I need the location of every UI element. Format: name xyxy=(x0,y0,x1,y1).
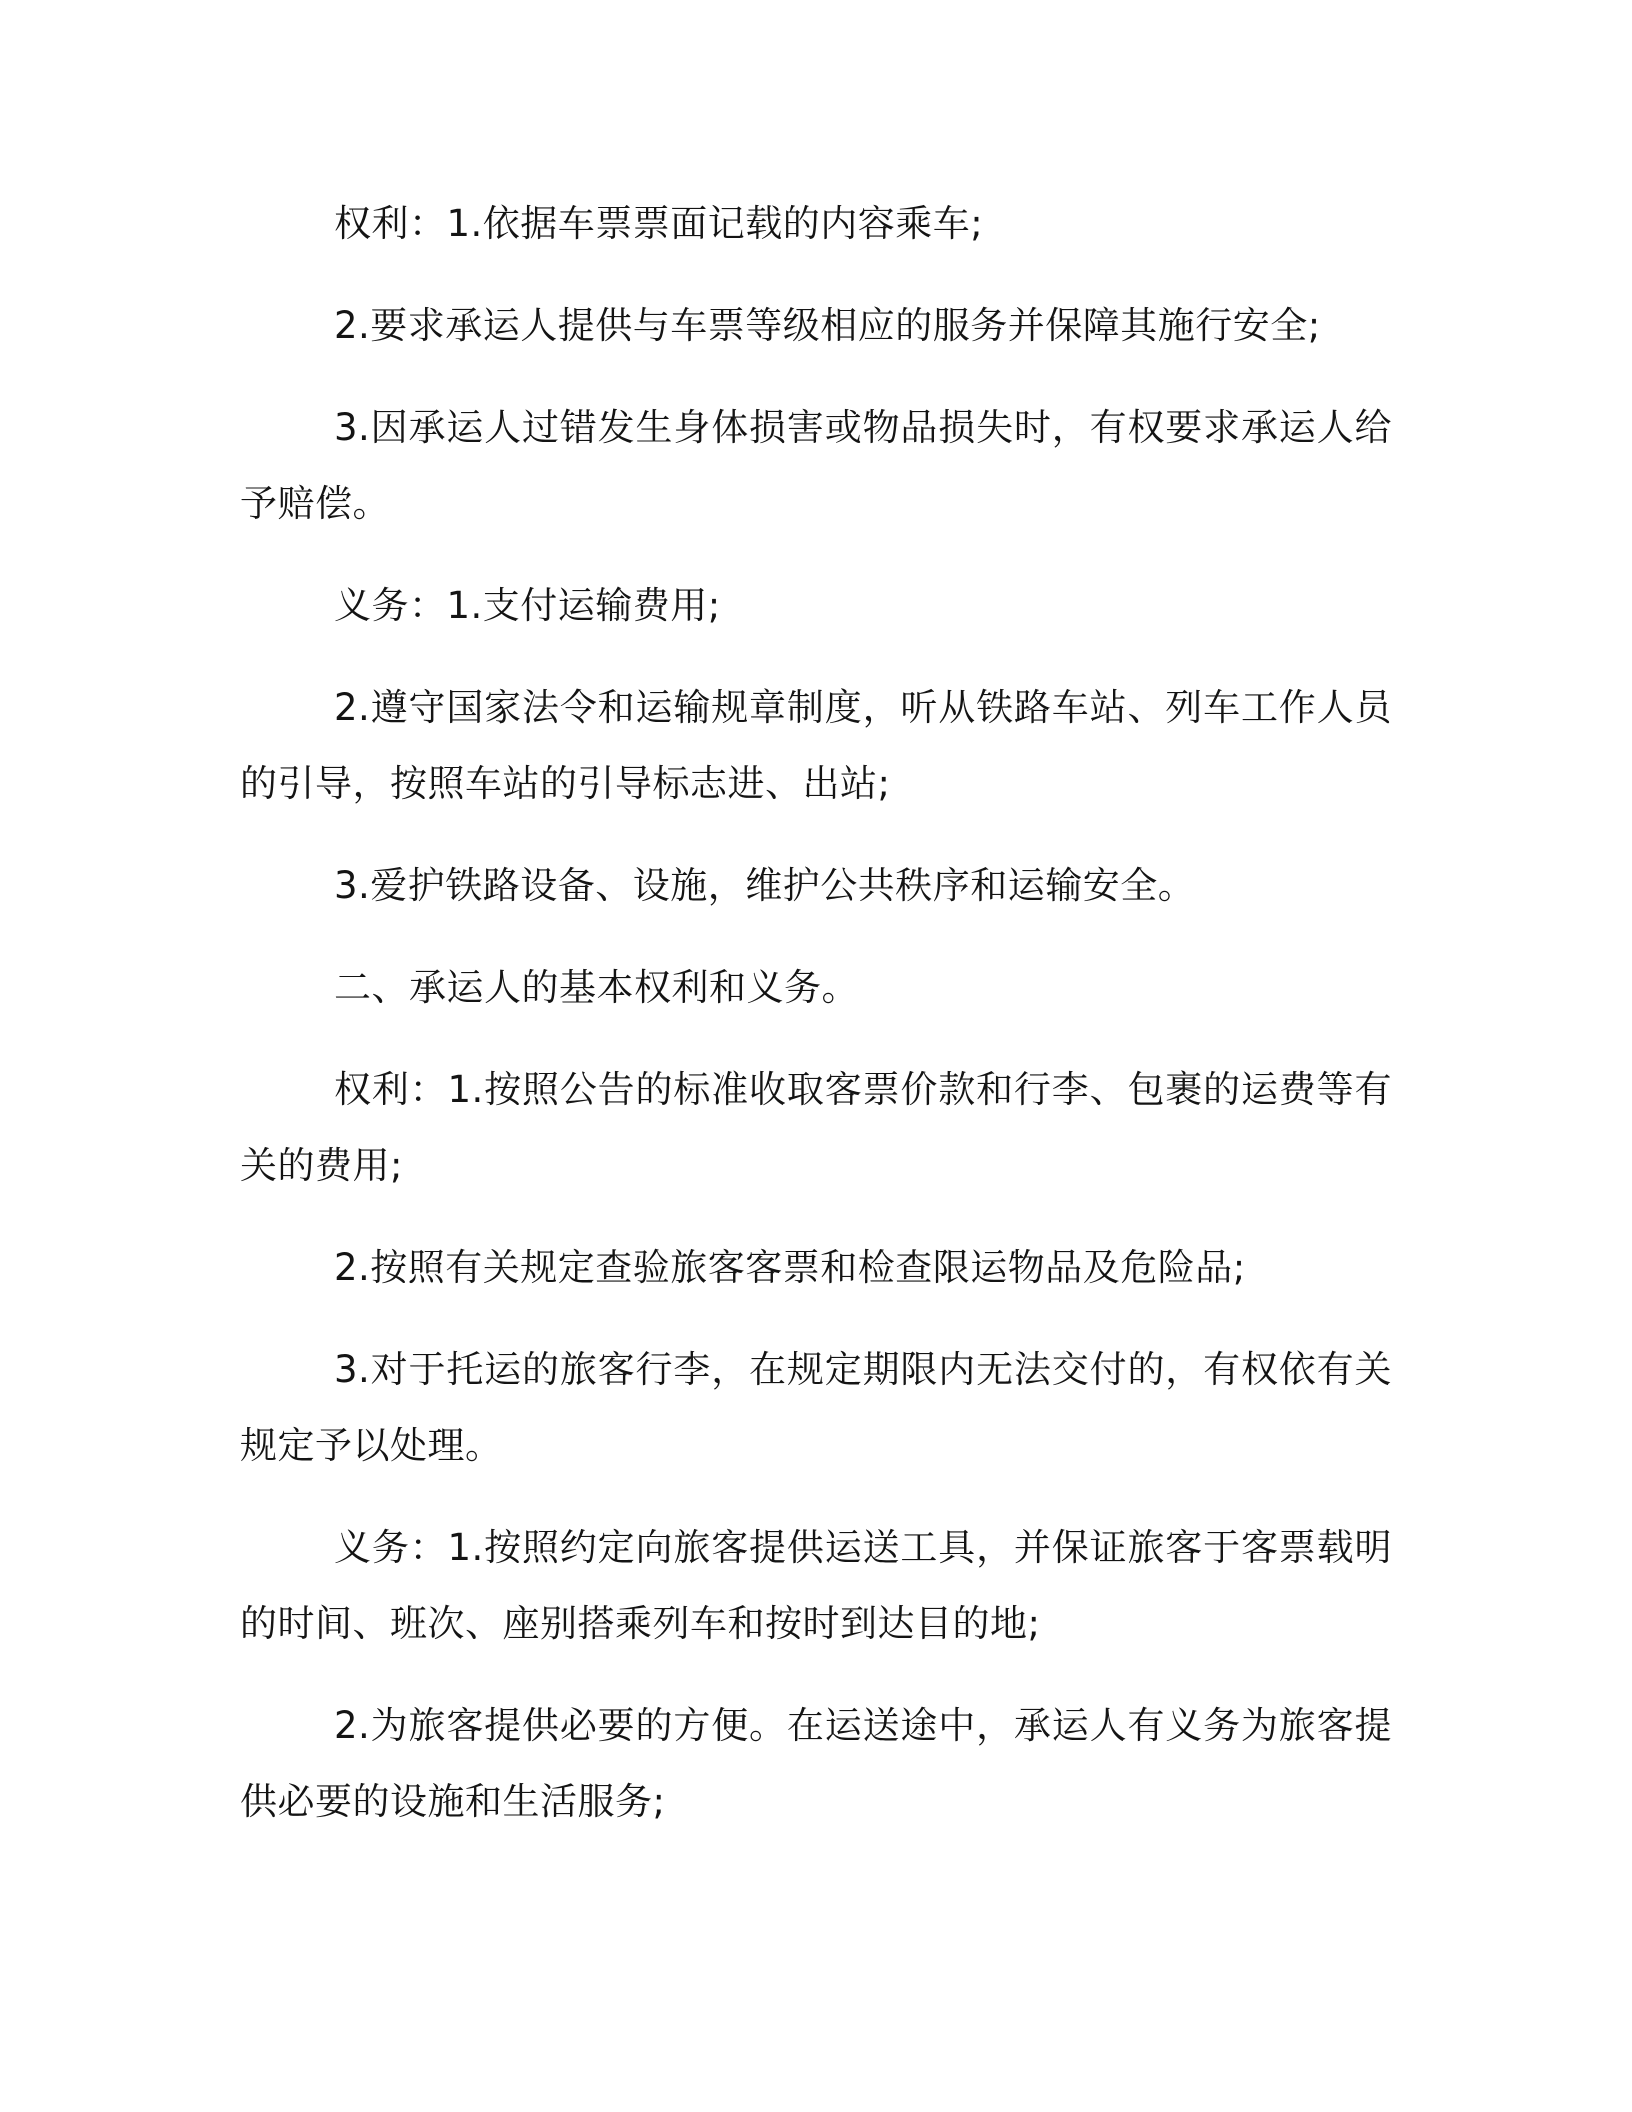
paragraph-passenger-duty-1: 义务：1.支付运输费用; xyxy=(334,584,721,627)
paragraph-passenger-duty-2: 2.遵守国家法令和运输规章制度，听从铁路车站、列车工作人员的引导，按照车站的引导标志进、出站; xyxy=(240,686,1392,805)
paragraph-passenger-right-1: 权利：1.依据车票票面记载的内容乘车; xyxy=(334,202,984,245)
section-heading-carrier: 二、承运人的基本权利和义务。 xyxy=(334,966,859,1009)
paragraph-passenger-duty-3: 3.爱护铁路设备、设施，维护公共秩序和运输安全。 xyxy=(334,864,1196,907)
document-body xyxy=(240,186,1392,1866)
paragraph-passenger-right-3: 3.因承运人过错发生身体损害或物品损失时，有权要求承运人给予赔偿。 xyxy=(240,406,1392,525)
paragraph-carrier-right-2: 2.按照有关规定查验旅客客票和检查限运物品及危险品; xyxy=(334,1246,1246,1289)
paragraph-carrier-right-3: 3.对于托运的旅客行李，在规定期限内无法交付的，有权依有关规定予以处理。 xyxy=(240,1348,1392,1467)
paragraph-carrier-duty-1: 义务：1.按照约定向旅客提供运送工具，并保证旅客于客票载明的时间、班次、座别搭乘列车和按时到达目的地; xyxy=(240,1526,1392,1645)
paragraph-carrier-right-1: 权利：1.按照公告的标准收取客票价款和行李、包裹的运费等有关的费用; xyxy=(240,1068,1392,1187)
paragraph-passenger-right-2: 2.要求承运人提供与车票等级相应的服务并保障其施行安全; xyxy=(334,304,1321,347)
paragraph-carrier-duty-2: 2.为旅客提供必要的方便。在运送途中，承运人有义务为旅客提供必要的设施和生活服务; xyxy=(240,1704,1392,1823)
